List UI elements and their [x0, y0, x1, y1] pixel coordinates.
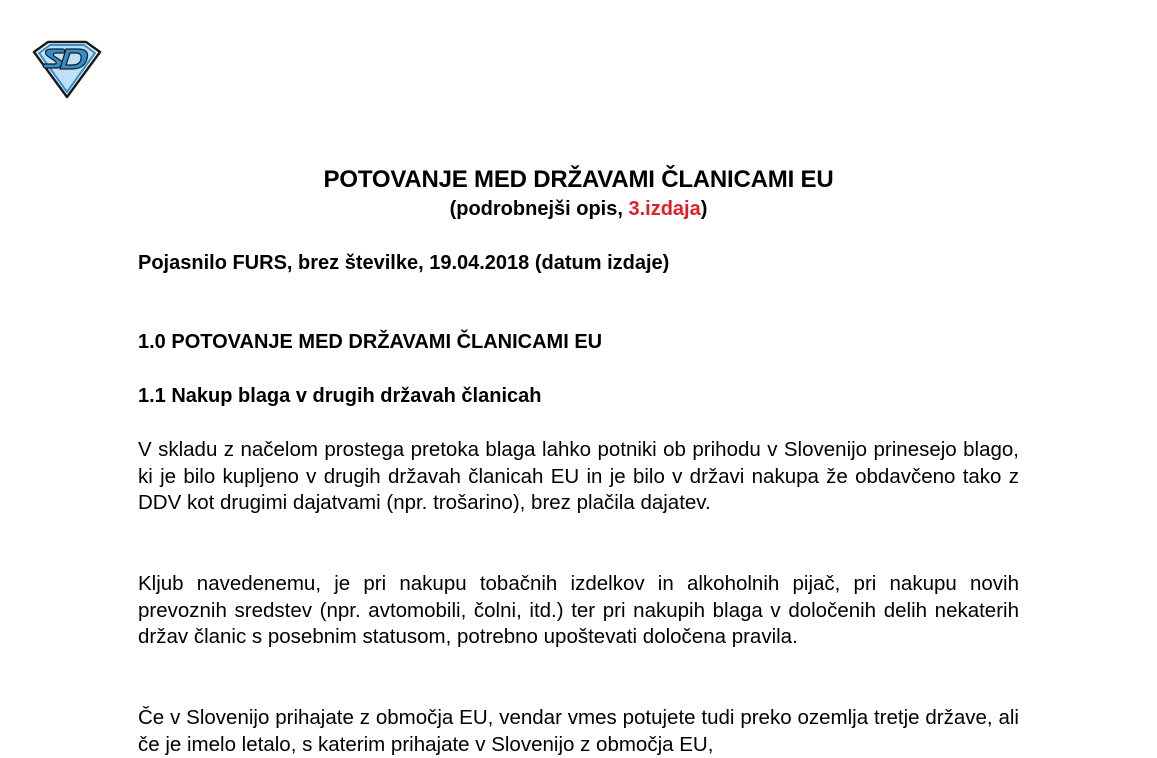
reference-line: Pojasnilo FURS, brez številke, 19.04.2018 (datum izdaje): [138, 252, 670, 274]
document-subtitle: [0, 196, 1157, 222]
subtitle-suffix: ): [700, 198, 708, 220]
subtitle-prefix: (podrobnejši opis,: [449, 198, 629, 220]
paragraph-1: V skladu z načelom prostega pretoka blaga lahko potniki ob prihodu v Slovenijo prinesejo blago, ki je bilo kupljeno v drugih državah članicah EU in je bilo v državi nakupa že obdavčeno tako z DDV kot drugimi dajatvami (npr. trošarino), brez plačila dajatev.: [138, 438, 1019, 514]
edition-label: 3.izdaja: [628, 198, 701, 220]
document-title: POTOVANJE MED DRŽAVAMI ČLANICAMI EU: [323, 166, 834, 193]
subsection-heading: 1.1 Nakup blaga v drugih državah članicah: [138, 385, 542, 407]
paragraph-2: Kljub navedenemu, je pri nakupu tobačnih izdelkov in alkoholnih pijač, pri nakupu novih prevoznih sredstev (npr. avtomobili, čolni, itd.) ter pri nakupih blaga v določenih delih nekaterih držav članic s posebnim statusom, potrebno upoštevati določena pravila.: [138, 572, 1019, 648]
section-heading: 1.0 POTOVANJE MED DRŽAVAMI ČLANICAMI EU: [138, 331, 603, 353]
sd-logo: [30, 40, 104, 100]
paragraph-3: Če v Slovenijo prihajate z območja EU, vendar vmes potujete tudi preko ozemlja tretje države, ali če je imelo letalo, s katerim prihajate v Slovenijo z območja EU,: [138, 706, 1019, 756]
